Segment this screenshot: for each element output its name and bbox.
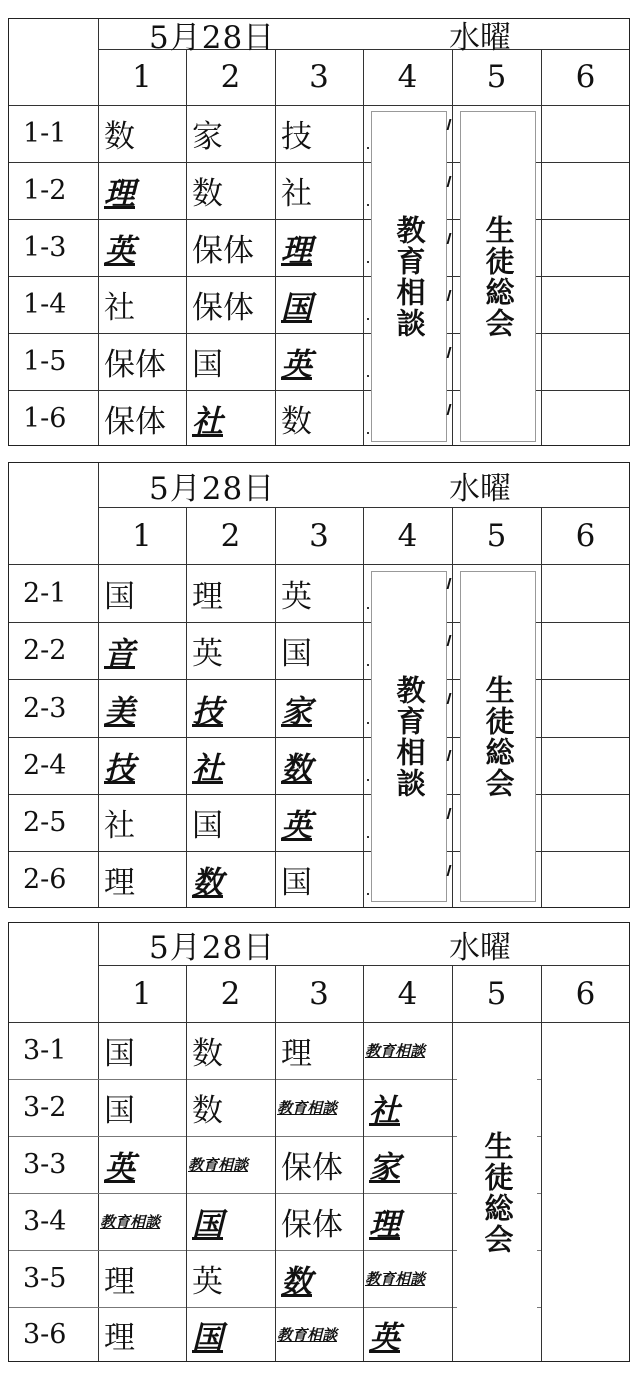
subject-cell: 保体 (281, 1150, 343, 1186)
subject-cell: 理 (192, 578, 223, 615)
subject-cell-changed: 英 (104, 233, 135, 269)
class-label: 2-2 (23, 635, 67, 666)
class-label: 1-2 (23, 175, 67, 206)
subject-cell: 理 (104, 1264, 135, 1300)
subject-cell-changed: 技 (192, 693, 223, 730)
period-header-2: 2 (220, 975, 241, 1012)
subject-cell-changed: 数 (192, 865, 223, 901)
period-header-3: 3 (309, 59, 329, 95)
subject-cell: 国 (104, 1036, 135, 1072)
class-label: 1-5 (23, 346, 67, 377)
merged-text: 教育相談 (392, 674, 427, 799)
period-header-4: 4 (397, 975, 418, 1012)
subject-cell-changed: 英 (281, 808, 312, 844)
subject-cell-changed: 国 (192, 1320, 223, 1356)
subject-cell-counseling: 教育相談 (365, 1042, 426, 1060)
subject-cell: 保体 (192, 233, 254, 269)
subject-cell: 数 (192, 176, 223, 212)
subject-cell-counseling: 教育相談 (277, 1326, 338, 1344)
merged-cell-counseling (371, 571, 447, 902)
period-header-3: 3 (309, 975, 329, 1012)
subject-cell-changed: 英 (369, 1320, 400, 1356)
subject-cell-changed: 英 (281, 347, 312, 383)
period-header-4: 4 (397, 517, 418, 554)
timetable-grade-1 (8, 18, 630, 446)
subject-cell-counseling: 教育相談 (100, 1213, 161, 1231)
weekday-label: 水曜 (449, 470, 511, 507)
subject-cell: 英 (192, 636, 223, 672)
subject-cell-counseling: 教育相談 (188, 1156, 249, 1174)
period-header-6: 6 (575, 975, 596, 1012)
timetable-grade-2 (8, 462, 630, 908)
subject-cell-changed: 数 (281, 1264, 312, 1300)
subject-cell: 理 (104, 865, 135, 901)
subject-cell-changed: 国 (281, 290, 312, 326)
subject-cell: 国 (104, 578, 135, 615)
subject-cell-changed: 美 (104, 693, 135, 730)
merged-text: 教育相談 (392, 214, 427, 339)
subject-cell: 社 (104, 808, 135, 844)
subject-cell-changed: 数 (281, 751, 312, 787)
subject-cell-changed: 理 (104, 176, 135, 212)
subject-cell-changed: 家 (281, 693, 312, 730)
period-header-6: 6 (575, 517, 596, 554)
merged-cell-student-assembly (460, 111, 536, 442)
class-label: 3-5 (23, 1263, 67, 1294)
period-header-4: 4 (397, 59, 418, 95)
subject-cell: 数 (281, 403, 312, 440)
subject-cell: 社 (281, 176, 312, 212)
period-header-2: 2 (220, 59, 241, 95)
date-label: 5月28日 (149, 929, 276, 966)
subject-cell-changed: 理 (281, 233, 312, 269)
subject-cell: 数 (192, 1036, 223, 1072)
subject-cell: 国 (281, 636, 312, 672)
class-label: 1-3 (23, 232, 67, 263)
subject-cell-changed: 社 (369, 1093, 400, 1129)
merged-cell-student-assembly (460, 571, 536, 902)
period-header-2: 2 (220, 517, 241, 554)
class-label: 1-1 (23, 118, 67, 149)
subject-cell-changed: 社 (192, 403, 223, 440)
class-label: 1-6 (23, 402, 67, 434)
subject-cell-changed: 国 (192, 1207, 223, 1243)
subject-cell: 国 (192, 808, 223, 844)
subject-cell: 保体 (104, 347, 166, 383)
subject-cell: 理 (281, 1036, 312, 1072)
weekday-label: 水曜 (449, 19, 511, 56)
subject-cell-changed: 家 (369, 1150, 400, 1186)
class-label: 3-1 (23, 1035, 67, 1066)
subject-cell: 保体 (281, 1207, 343, 1243)
subject-cell-counseling: 教育相談 (277, 1099, 338, 1117)
subject-cell: 技 (281, 119, 312, 155)
period-header-5: 5 (486, 517, 507, 554)
subject-cell: 保体 (104, 403, 166, 440)
period-header-6: 6 (575, 59, 596, 95)
subject-cell: 数 (104, 119, 135, 155)
period-header-5: 5 (486, 59, 507, 95)
subject-cell-changed: 英 (104, 1150, 135, 1186)
subject-cell: 国 (104, 1093, 135, 1129)
subject-cell-changed: 技 (104, 751, 135, 787)
subject-cell-changed: 音 (104, 636, 135, 672)
subject-cell: 保体 (192, 290, 254, 326)
subject-cell: 国 (192, 347, 223, 383)
class-label: 1-4 (23, 289, 67, 320)
merged-cell-counseling (371, 111, 447, 442)
timetable-grade-3 (8, 922, 630, 1362)
merged-text: 生徒総会 (481, 674, 516, 799)
class-label: 2-5 (23, 807, 67, 838)
period-header-3: 3 (309, 517, 329, 554)
merged-text: 生徒総会 (480, 1131, 515, 1255)
subject-cell: 家 (192, 119, 223, 155)
subject-cell-counseling: 教育相談 (365, 1270, 426, 1288)
class-label: 2-1 (23, 577, 67, 609)
class-label: 3-4 (23, 1206, 67, 1237)
date-label: 5月28日 (149, 470, 276, 507)
date-label: 5月28日 (149, 19, 276, 56)
class-label: 3-3 (23, 1149, 67, 1180)
merged-cell-student-assembly (457, 1029, 537, 1357)
period-header-1: 1 (132, 59, 152, 95)
subject-cell: 数 (192, 1093, 223, 1129)
class-label: 3-6 (23, 1319, 67, 1350)
subject-cell: 社 (104, 290, 135, 326)
merged-text: 生徒総会 (481, 214, 516, 339)
class-label: 3-2 (23, 1092, 67, 1123)
period-header-5: 5 (486, 975, 507, 1012)
period-header-1: 1 (132, 975, 152, 1012)
class-label: 2-6 (23, 864, 67, 895)
period-header-1: 1 (132, 517, 152, 554)
weekday-label: 水曜 (449, 929, 511, 966)
class-label: 2-4 (23, 750, 67, 781)
subject-cell: 理 (104, 1320, 135, 1356)
subject-cell: 英 (281, 578, 312, 615)
class-label: 2-3 (23, 692, 67, 724)
subject-cell: 国 (281, 865, 312, 901)
subject-cell-changed: 理 (369, 1207, 400, 1243)
subject-cell: 英 (192, 1264, 223, 1300)
subject-cell-changed: 社 (192, 751, 223, 787)
